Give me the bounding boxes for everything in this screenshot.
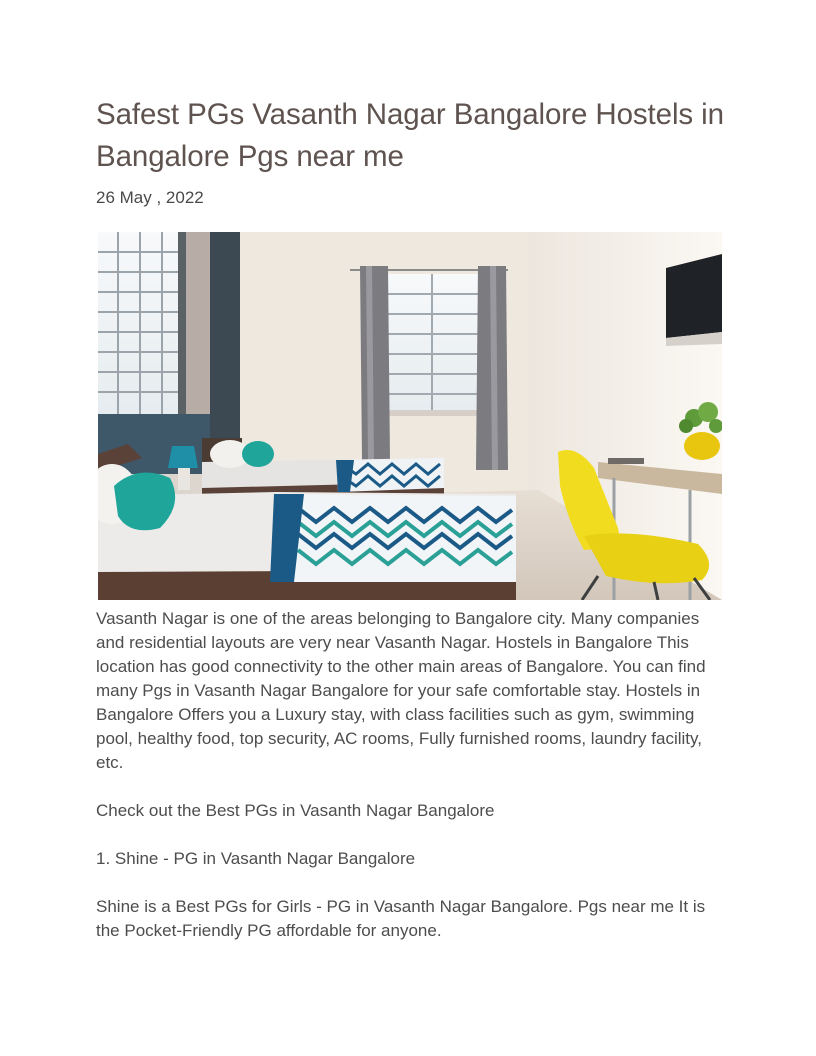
checkout-line: Check out the Best PGs in Vasanth Nagar Bangalore: [96, 801, 495, 820]
article-body: [96, 607, 724, 943]
publish-date: 26 May , 2022: [96, 188, 204, 207]
page-title: Safest PGs Vasanth Nagar Bangalore Hostels in Bangalore Pgs near me: [96, 98, 724, 173]
document-page: [96, 94, 724, 943]
hostel-room-photo: [98, 232, 722, 600]
intro-paragraph: Vasanth Nagar is one of the areas belonging to Bangalore city. Many companies and residential layouts are very near Vasanth Nagar. Hostels in Bangalore This location has good connectivity to the other main areas of Bangalore. You can find many Pgs in Vasanth Nagar Bangalore for your safe comfortable stay. Hostels in Bangalore Offers you a Luxury stay, with class facilities such as gym, swimming pool, healthy food, top security, AC rooms, Fully furnished rooms, laundry facility, etc.: [96, 609, 706, 772]
list-item-heading: 1. Shine - PG in Vasanth Nagar Bangalore: [96, 849, 416, 868]
list-item-description: Shine is a Best PGs for Girls - PG in Vasanth Nagar Bangalore. Pgs near me It is the Pocket-Friendly PG affordable for anyone.: [96, 897, 706, 940]
